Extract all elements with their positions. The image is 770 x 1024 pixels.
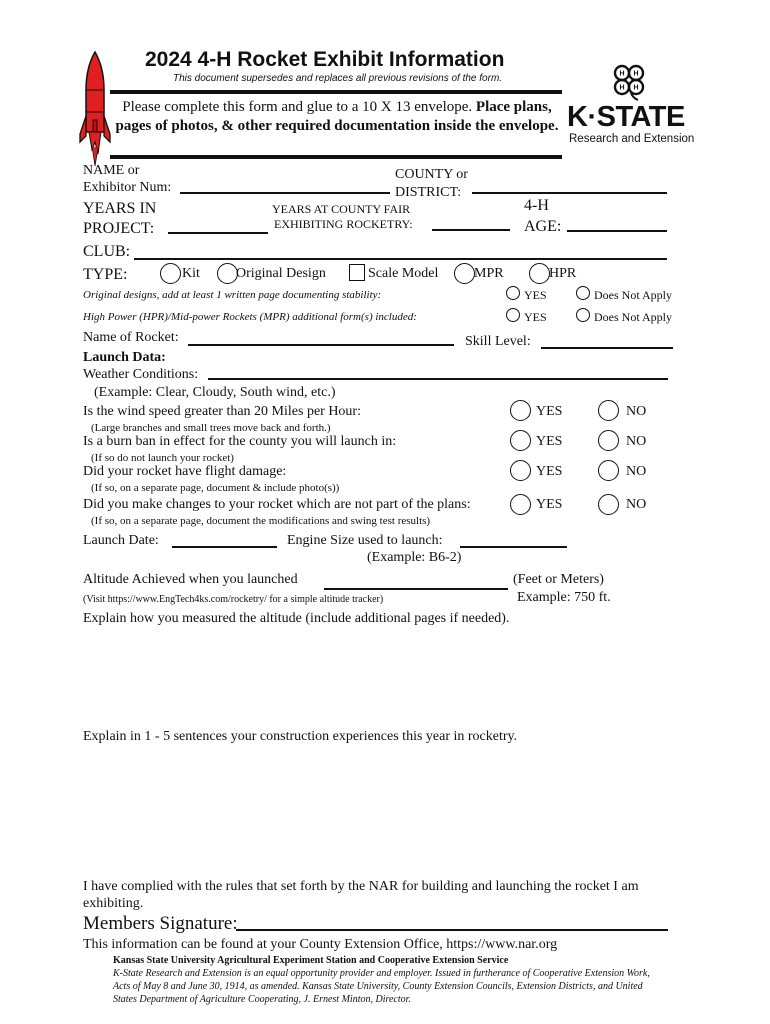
hpr-yes-label: YES [524,310,547,324]
signature-input[interactable] [236,929,668,931]
launch-date-input[interactable] [172,546,277,548]
changes-question: Did you make changes to your rocket which are not part of the plans: [83,497,471,512]
name-label-line2: Exhibitor Num: [83,180,172,195]
launch-data-heading: Launch Data: [83,350,166,365]
burn-ban-yes-label: YES [536,434,563,449]
altitude-units: (Feet or Meters) [513,572,604,587]
rocket-name-label: Name of Rocket: [83,330,179,345]
type-label: TYPE: [83,266,128,283]
name-label-line1: NAME or [83,163,140,178]
type-scale-checkbox[interactable] [349,264,365,281]
type-scale-label: Scale Model [368,266,439,281]
skill-level-input[interactable] [541,347,673,349]
altitude-example: Example: 750 ft. [517,590,611,605]
changes-no-label: NO [626,497,647,512]
changes-no-radio[interactable] [598,494,619,515]
clover-icon [611,63,647,101]
burn-ban-yes-radio[interactable] [510,430,531,451]
type-original-label: Original Design [236,266,326,281]
hpr-form-note: High Power (HPR)/Mid-power Rockets (MPR) additional form(s) included: [83,311,417,323]
age-label-line1: 4-H [524,197,549,214]
skill-level-label: Skill Level: [465,334,531,349]
county-label-line2: DISTRICT: [395,185,462,200]
explain-altitude-prompt: Explain how you measured the altitude (include additional pages if needed). [83,611,510,626]
info-line: This information can be found at your County Extension Office, https://www.nar.org [83,937,558,952]
type-original-radio[interactable] [217,263,238,284]
age-input[interactable] [567,230,667,232]
original-design-note: Original designs, add at least 1 written page documenting stability: [83,289,382,301]
type-hpr-label: HPR [549,266,577,281]
launch-date-label: Launch Date: [83,533,159,548]
explain-altitude-area[interactable] [83,630,673,722]
svg-text:H: H [633,70,639,78]
rocket-name-input[interactable] [188,344,454,346]
county-input[interactable] [472,192,667,194]
explain-construction-area[interactable] [83,750,673,872]
county-label-line1: COUNTY or [395,167,468,182]
flight-damage-yes-radio[interactable] [510,460,531,481]
burn-ban-no-label: NO [626,434,647,449]
kstate-tagline: Research and Extension [569,133,695,145]
name-input[interactable] [180,192,390,194]
years-label-line1: YEARS IN [83,200,157,217]
engine-size-input[interactable] [460,546,567,548]
type-mpr-radio[interactable] [454,263,475,284]
type-mpr-label: MPR [474,266,504,281]
wind-yes-label: YES [536,404,563,419]
fair-label-line2: EXHIBITING ROCKETRY: [274,217,413,231]
flight-damage-no-label: NO [626,464,647,479]
svg-text:H: H [619,84,625,92]
header-rule-bottom [110,155,562,159]
flight-damage-question: Did your rocket have flight damage: [83,464,287,479]
weather-example: (Example: Clear, Cloudy, South wind, etc.) [94,385,336,400]
flight-damage-note: (If so, on a separate page, document & include photo(s)) [91,482,340,494]
hpr-dna-label: Does Not Apply [594,310,672,324]
wind-question: Is the wind speed greater than 20 Miles per Hour: [83,404,361,419]
changes-yes-label: YES [536,497,563,512]
type-kit-radio[interactable] [160,263,181,284]
type-hpr-radio[interactable] [529,263,550,284]
club-input[interactable] [134,258,667,260]
fair-years-input[interactable] [432,229,510,231]
engine-example: (Example: B6-2) [367,550,462,565]
original-dna-radio[interactable] [576,286,590,300]
original-yes-label: YES [524,288,547,302]
altitude-tracker-note: (Visit https://www.EngTech4ks.com/rocketry/ for a simple altitude tracker) [83,594,384,605]
page-title: 2024 4-H Rocket Exhibit Information [145,48,505,71]
age-label-line2: AGE: [524,218,562,235]
fair-label-line1: YEARS AT COUNTY FAIR [272,202,411,216]
svg-text:H: H [619,70,625,78]
burn-ban-question: Is a burn ban in effect for the county you will launch in: [83,434,397,449]
wind-note: (Large branches and small trees move back and forth.) [91,422,331,434]
weather-label: Weather Conditions: [83,367,199,382]
changes-note: (If so, on a separate page, document the modifications and swing test results) [91,515,431,527]
page-subtitle: This document supersedes and replaces all previous revisions of the form. [173,73,503,84]
altitude-input[interactable] [324,588,508,590]
engine-size-label: Engine Size used to launch: [287,533,443,548]
years-label-line2: PROJECT: [83,220,155,237]
svg-text:H: H [633,84,639,92]
club-label: CLUB: [83,243,131,260]
changes-yes-radio[interactable] [510,494,531,515]
type-kit-label: Kit [182,266,200,281]
hpr-dna-radio[interactable] [576,308,590,322]
wind-yes-radio[interactable] [510,400,531,421]
flight-damage-no-radio[interactable] [598,460,619,481]
flight-damage-yes-label: YES [536,464,563,479]
wind-no-radio[interactable] [598,400,619,421]
explain-construction-prompt: Explain in 1 - 5 sentences your construction experiences this year in rocketry. [83,729,518,744]
original-dna-label: Does Not Apply [594,288,672,302]
kstate-wordmark: K·STATE [567,101,685,133]
station-line: Kansas State University Agricultural Experiment Station and Cooperative Extension Service [113,955,509,966]
instruction-text: Please complete this form and glue to a 10 X 13 envelope. Place plans, pages of photos, & other required documentation inside the envelope. [115,99,559,134]
burn-ban-no-radio[interactable] [598,430,619,451]
rocket-icon [78,50,112,168]
wind-no-label: NO [626,404,647,419]
signature-label: Members Signature: [83,913,238,934]
altitude-label: Altitude Achieved when you launched [83,572,298,587]
weather-input[interactable] [208,378,668,380]
compliance-statement: I have complied with the rules that set forth by the NAR for building and launching the rocket I am exhibiting. [83,879,639,911]
hpr-yes-radio[interactable] [506,308,520,322]
eeo-statement: K-State Research and Extension is an equal opportunity provider and employer. Issued in furtherance of Cooperative Extension Work, Acts of May 8 and June 30, 1914, as amended. Kansas State University, County Extension Councils, Extension Districts, and United States Department of Agriculture Cooperating, J. Ernest Minton, Director. [113,968,650,1005]
header-rule-top [110,90,562,94]
years-input[interactable] [168,232,268,234]
burn-ban-note: (If so do not launch your rocket) [91,452,234,464]
original-yes-radio[interactable] [506,286,520,300]
